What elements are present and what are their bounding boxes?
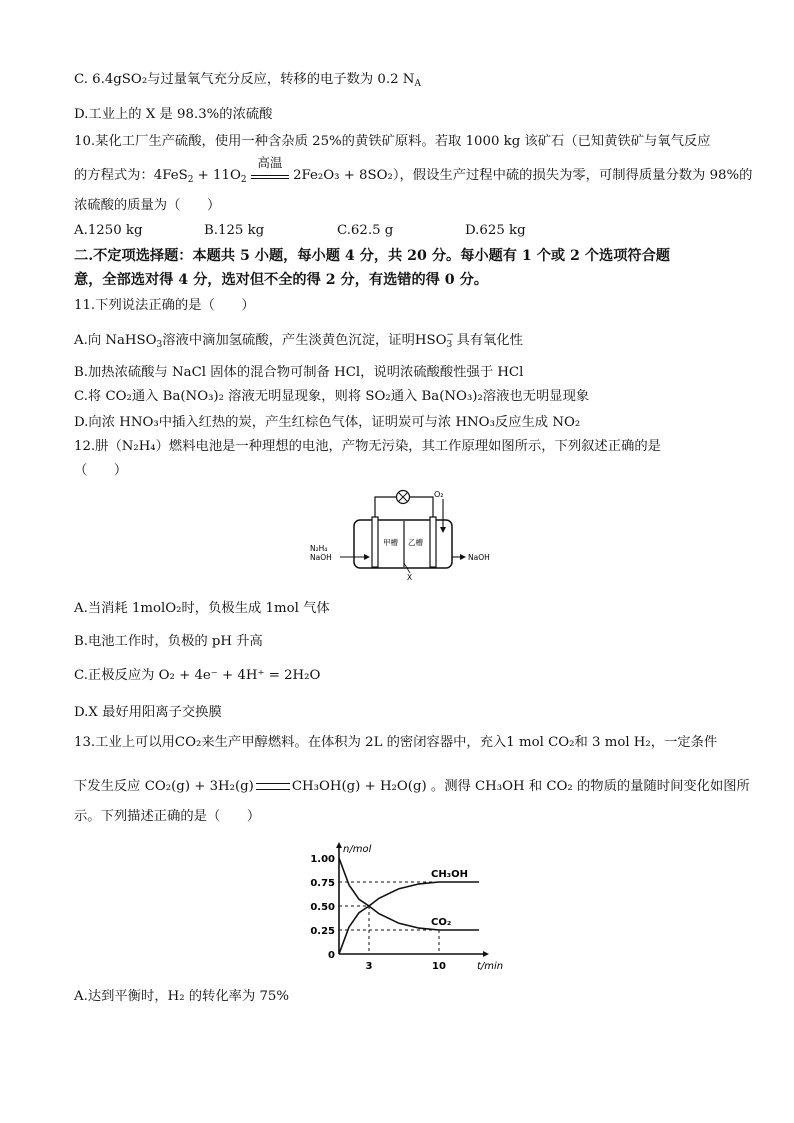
mole-time-chart bbox=[305, 838, 504, 972]
q10-stem-line3: 浓硫酸的质量为（ ） bbox=[74, 198, 221, 213]
n2h4-label: N₂H₄ bbox=[310, 544, 328, 553]
fuel-cell-diagram bbox=[300, 485, 500, 580]
y-tick-label: 1.00 bbox=[310, 854, 335, 865]
right-cell-label: 乙槽 bbox=[408, 538, 423, 547]
q12-option-c: C.正极反应为 O₂ + 4e⁻ + 4H⁺ = 2H₂O bbox=[74, 668, 321, 683]
series-line-ch3oh bbox=[339, 882, 479, 954]
series-label-co2: CO₂ bbox=[431, 917, 452, 928]
q11-option-b: B.加热浓硫酸与 NaCl 固体的混合物可制备 HCl，说明浓硫酸酸性强于 HCl bbox=[74, 365, 524, 380]
section2-header-line2: 意，全部选对得 4 分，选对但不全的得 2 分，有选错的得 0 分。 bbox=[74, 272, 488, 288]
anode-electrode bbox=[372, 517, 378, 567]
q11-option-c: C.将 CO₂通入 Ba(NO₃)₂ 溶液无明显现象，则将 SO₂通入 Ba(NO₃)₂溶液也无明显现象 bbox=[74, 389, 590, 404]
q13-stem-line2: 下发生反应 CO₂(g) + 3H₂(g) CH₃OH(g) + H₂O(g) 。测得 CH₃OH 和 CO₂ 的物质的量随时间变化如图所 bbox=[74, 779, 750, 794]
o2-label: O₂ bbox=[434, 490, 444, 499]
q12-option-a: A.当消耗 1molO₂时，负极生成 1mol 气体 bbox=[74, 601, 330, 616]
y-axis-label: n/mol bbox=[343, 844, 372, 855]
x-axis-label: t/min bbox=[477, 961, 504, 972]
q10-option-a: A.1250 kg bbox=[74, 223, 143, 238]
left-cell-label: 甲槽 bbox=[383, 538, 398, 547]
q13-stem-line3: 示。下列描述正确的是（ ） bbox=[74, 809, 261, 824]
reaction-condition: 高温 bbox=[251, 167, 289, 179]
q10-options bbox=[74, 222, 526, 240]
wire-right bbox=[410, 497, 433, 517]
q10-option-c: C.62.5 g bbox=[337, 223, 394, 238]
q9-option-c: C. 6.4gSO₂与过量氧气充分反应，转移的电子数为 0.2 $N_A$ bbox=[74, 72, 421, 89]
q10-option-b: B.125 kg bbox=[204, 223, 265, 238]
equilibrium-sign bbox=[256, 783, 290, 790]
q13-option-a: A.达到平衡时，H₂ 的转化率为 75% bbox=[74, 989, 290, 1004]
x-tick-label: 3 bbox=[365, 961, 373, 972]
q11-stem: 11.下列说法正确的是（ ） bbox=[74, 298, 255, 313]
q11-option-a: A.向 NaHSO$_3$溶液中滴加氢硫酸，产生淡黄色沉淀，证明HSO − $_3$ 具有氧化性 bbox=[74, 330, 523, 350]
naoh-in-label: NaOH bbox=[310, 553, 332, 562]
q12-option-b: B.电池工作时，负极的 pH 升高 bbox=[74, 634, 263, 649]
membrane-label: X bbox=[407, 573, 413, 582]
x-axis-arrow bbox=[483, 951, 489, 957]
q13-stem-line1: 13.工业上可以用CO₂来生产甲醇燃料。在体积为 2L 的密闭容器中，充入1 mol CO₂和 3 mol H₂，一定条件 bbox=[74, 735, 718, 750]
series-label-ch3oh: CH₃OH bbox=[431, 869, 468, 880]
y-axis-arrow bbox=[336, 842, 342, 848]
wire-left bbox=[375, 497, 396, 517]
q12-stem: 12.肼（N₂H₄）燃料电池是一种理想的电池，产物无污染，其工作原理如图所示，下列叙述正确的是 bbox=[74, 439, 661, 454]
q12-option-d: D.X 最好用阳离子交换膜 bbox=[74, 705, 222, 720]
section2-header-line1: 二.不定项选择题：本题共 5 小题，每小题 4 分，共 20 分。每小题有 1 个或 2 个选项符合题 bbox=[74, 248, 670, 264]
y-tick-label: 0 bbox=[328, 950, 335, 961]
naoh-out-label: NaOH bbox=[468, 553, 490, 562]
q10-stem-line1: 10.某化工厂生产硫酸，使用一种含杂质 25%的黄铁矿原料。若取 1000 kg 该矿石（已知黄铁矿与氧气反应 bbox=[74, 134, 711, 149]
q9-option-d: D.工业上的 X 是 98.3%的浓硫酸 bbox=[74, 107, 273, 122]
y-tick-label: 0.25 bbox=[310, 926, 335, 937]
cell-tank bbox=[354, 520, 452, 568]
y-tick-label: 0.75 bbox=[310, 878, 335, 889]
y-tick-label: 0.50 bbox=[310, 902, 335, 913]
q12-paren: （ ） bbox=[74, 463, 128, 478]
x-tick-label: 10 bbox=[432, 961, 446, 972]
q10-option-d: D.625 kg bbox=[465, 223, 526, 238]
q10-equation-line: 的方程式为：$4FeS_2 + 11O_2$ 高温 2Fe₂O₃ + 8SO₂），假设生产过程中硫的损失为零，可制得质量分数为 98%的 bbox=[74, 155, 753, 185]
cathode-electrode bbox=[430, 517, 436, 567]
q11-option-d: D.向浓 HNO₃中插入红热的炭，产生红棕色气体，证明炭可与浓 HNO₃反应生成 NO₂ bbox=[74, 415, 581, 430]
